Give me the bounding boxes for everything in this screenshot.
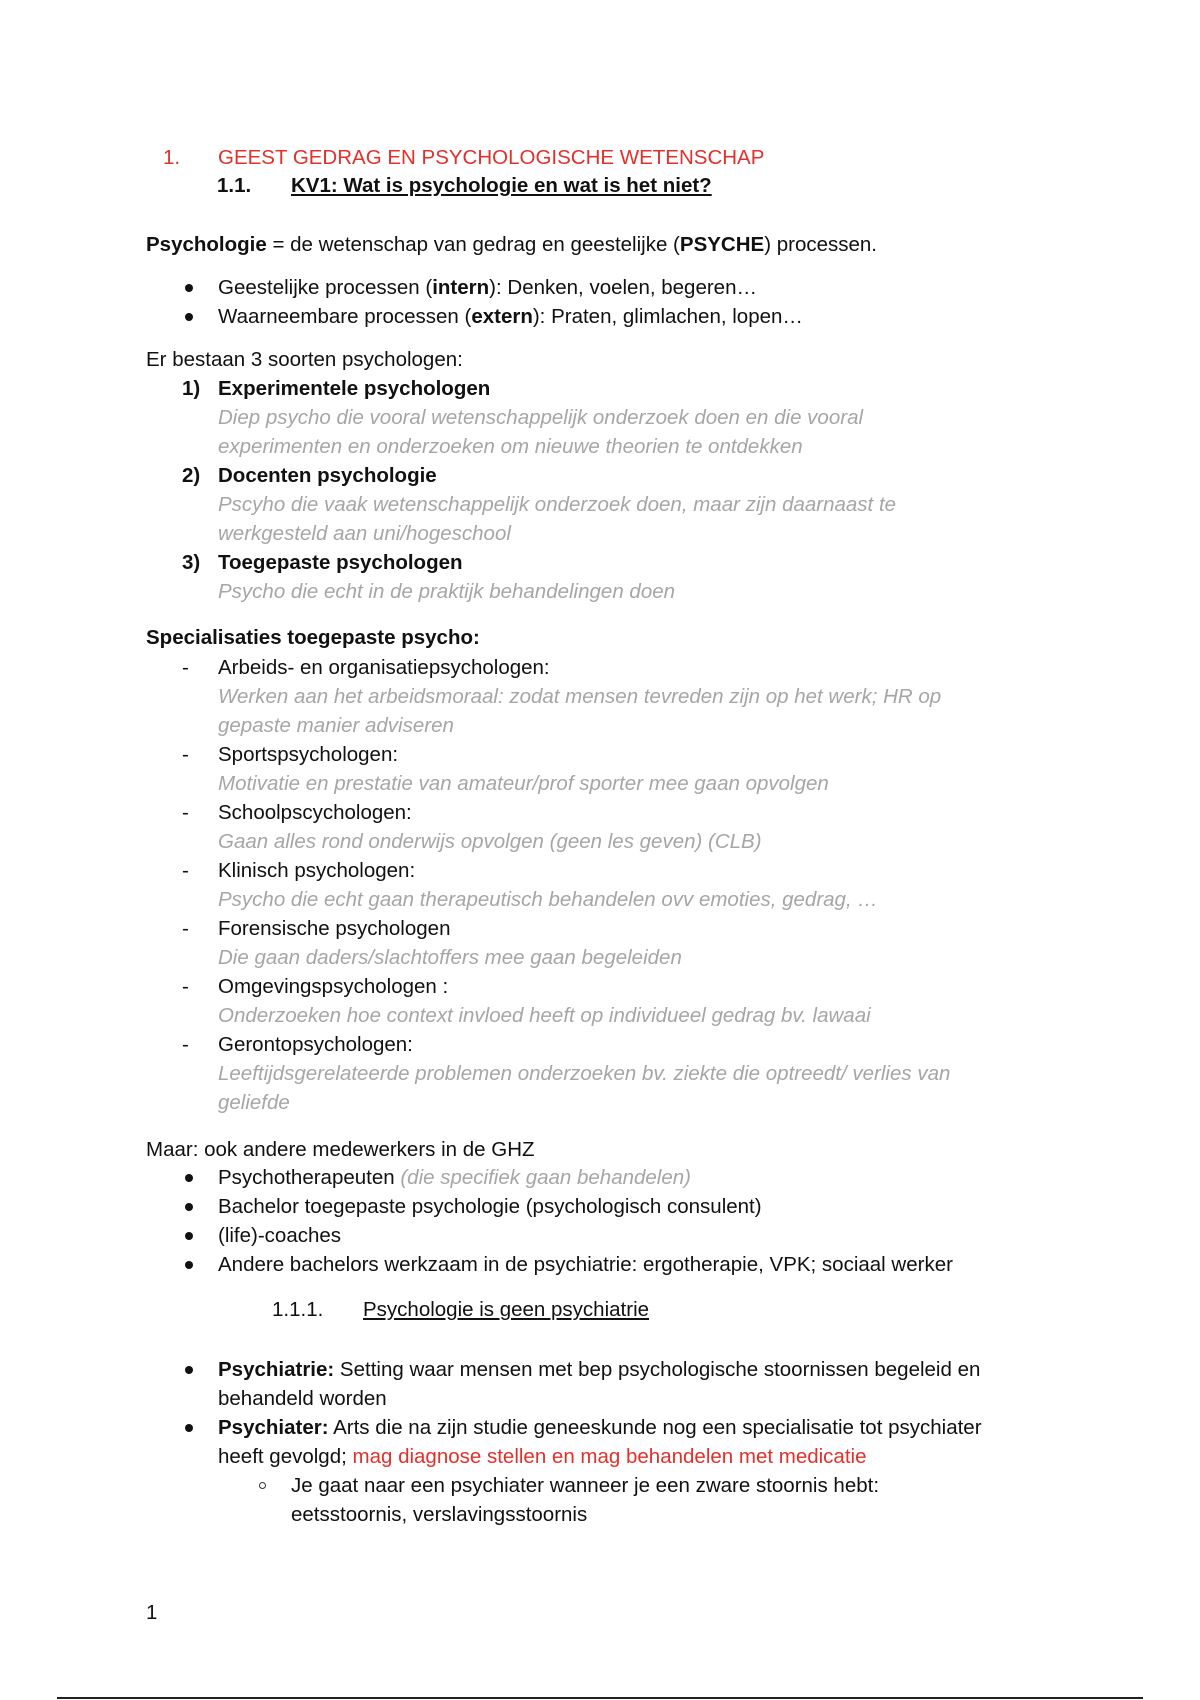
type-title: Docenten psychologie	[218, 464, 437, 487]
bullet-text: ): Denken, voelen, begeren…	[489, 276, 757, 299]
definition-keyword: PSYCHE	[679, 233, 765, 256]
heading-1-number: 1.	[163, 146, 181, 169]
list-marker: -	[182, 1033, 189, 1056]
list-marker: 3)	[182, 551, 201, 574]
heading-1-title: GEEST GEDRAG EN PSYCHOLOGISCHE WETENSCHAP	[218, 146, 765, 169]
type-title: Toegepaste psychologen	[218, 551, 463, 574]
list-item	[146, 740, 950, 798]
specialization-description: gepaste manier adviseren	[218, 714, 454, 737]
list-marker: -	[182, 656, 189, 679]
specializations-title	[146, 624, 480, 652]
list-item	[146, 1471, 982, 1529]
specialization-description: Werken aan het arbeidsmoraal: zodat mensen tevreden zijn op het werk; HR op	[218, 685, 942, 708]
specialization-title: Schoolpscychologen:	[218, 801, 412, 824]
list-item	[146, 914, 950, 972]
list-item	[146, 548, 896, 606]
list-item	[146, 1355, 982, 1413]
psychiatry-term: Psychiatrie:	[218, 1358, 335, 1381]
specialization-description: Leeftijdsgerelateerde problemen onderzoeken bv. ziekte die optreedt/ verlies van	[218, 1062, 951, 1085]
list-item	[146, 1413, 982, 1471]
list-item	[146, 1163, 953, 1192]
heading-2-number: 1.1.	[217, 174, 252, 197]
specialization-description: Psycho die echt gaan therapeutisch behandelen ovv emoties, gedrag, …	[218, 888, 878, 911]
page-number: 1	[146, 1601, 158, 1624]
specialization-description: Die gaan daders/slachtoffers mee gaan begeleiden	[218, 946, 682, 969]
heading-3-number: 1.1.1.	[272, 1298, 324, 1321]
specialization-title: Sportspsychologen:	[218, 743, 399, 766]
list-item	[146, 798, 950, 856]
other-note: (die specifiek gaan behandelen)	[400, 1166, 691, 1189]
others-intro: Maar: ook andere medewerkers in de GHZ	[146, 1138, 535, 1161]
psychiatry-text: behandeld worden	[218, 1387, 387, 1410]
list-marker: 1)	[182, 377, 201, 400]
list-marker: -	[182, 743, 189, 766]
list-item	[146, 856, 950, 914]
other-text: Andere bachelors werkzaam in de psychiatrie: ergotherapie, VPK; sociaal werker	[218, 1253, 953, 1276]
heading-1	[163, 146, 764, 170]
list-marker: -	[182, 859, 189, 882]
type-description: Psycho die echt in de praktijk behandelingen doen	[218, 580, 676, 603]
process-list	[146, 273, 803, 331]
definition-text-b: ) processen.	[764, 233, 878, 256]
heading-2-title: KV1: Wat is psychologie en wat is het niet?	[291, 174, 712, 197]
specialization-description: Gaan alles rond onderwijs opvolgen (geen les geven) (CLB)	[218, 830, 762, 853]
psychiatry-text: Setting waar mensen met bep psychologische stoornissen begeleid en	[334, 1358, 981, 1381]
specialization-description: Onderzoeken hoe context invloed heeft op individueel gedrag bv. lawaai	[218, 1004, 871, 1027]
type-title: Experimentele psychologen	[218, 377, 491, 400]
psychiatry-list	[146, 1355, 982, 1529]
specialization-description: geliefde	[218, 1091, 290, 1114]
psychiatry-text: heeft gevolgd;	[218, 1445, 353, 1468]
other-text: Psychotherapeuten	[218, 1166, 401, 1189]
list-item	[146, 1030, 950, 1117]
heading-3	[272, 1298, 649, 1322]
psychiatry-sub-text: Je gaat naar een psychiater wanneer je een zware stoornis hebt:	[291, 1474, 880, 1497]
definition-term: Psychologie	[146, 233, 267, 256]
type-description: werkgesteld aan uni/hogeschool	[218, 522, 511, 545]
list-item	[146, 273, 803, 302]
type-description: Pscyho die vaak wetenschappelijk onderzoek doen, maar zijn daarnaast te	[218, 493, 897, 516]
definition-paragraph	[146, 231, 877, 259]
others-list	[146, 1163, 953, 1279]
psychiatry-sub-text: eetsstoornis, verslavingsstoornis	[291, 1503, 588, 1526]
list-item	[146, 461, 896, 548]
list-item	[146, 972, 950, 1030]
type-description: experimenten en onderzoeken om nieuwe theorien te ontdekken	[218, 435, 803, 458]
psychiatry-text: Arts die na zijn studie geneeskunde nog een specialisatie tot psychiater	[328, 1416, 982, 1439]
list-marker: -	[182, 975, 189, 998]
specialization-title: Forensische psychologen	[218, 917, 451, 940]
bullet-text: ): Praten, glimlachen, lopen…	[532, 305, 803, 328]
list-item	[146, 1221, 953, 1250]
list-marker: -	[182, 917, 189, 940]
specialization-title: Klinisch psychologen:	[218, 859, 416, 882]
types-intro: Er bestaan 3 soorten psychologen:	[146, 348, 463, 371]
heading-2	[217, 174, 712, 198]
specialization-title: Omgevingspsychologen :	[218, 975, 449, 998]
list-item	[146, 302, 803, 331]
types-list	[146, 374, 896, 606]
other-text: Bachelor toegepaste psychologie (psychologisch consulent)	[218, 1195, 762, 1218]
bullet-bold: extern	[471, 305, 533, 328]
psychiatry-term: Psychiater:	[218, 1416, 329, 1439]
bullet-text: Geestelijke processen (	[218, 276, 433, 299]
list-item	[146, 374, 896, 461]
definition-text-a: = de wetenschap van gedrag en geestelijke (	[266, 233, 680, 256]
type-description: Diep psycho die vooral wetenschappelijk onderzoek doen en die vooral	[218, 406, 864, 429]
list-item	[146, 1192, 953, 1221]
psychiatry-highlight: mag diagnose stellen en mag behandelen met medicatie	[352, 1445, 867, 1468]
bullet-bold: intern	[432, 276, 490, 299]
list-marker: 2)	[182, 464, 201, 487]
list-item	[146, 1250, 953, 1279]
other-text: (life)-coaches	[218, 1224, 342, 1247]
page-divider	[57, 1697, 1143, 1699]
specialization-title: Gerontopsychologen:	[218, 1033, 413, 1056]
heading-3-title: Psychologie is geen psychiatrie	[363, 1298, 650, 1321]
specializations-list	[146, 653, 950, 1117]
specialization-title: Arbeids- en organisatiepsychologen:	[218, 656, 550, 679]
list-item	[146, 653, 950, 740]
specializations-title-text: Specialisaties toegepaste psycho:	[146, 626, 480, 649]
specialization-description: Motivatie en prestatie van amateur/prof sporter mee gaan opvolgen	[218, 772, 829, 795]
list-marker: -	[182, 801, 189, 824]
bullet-text: Waarneembare processen (	[218, 305, 472, 328]
